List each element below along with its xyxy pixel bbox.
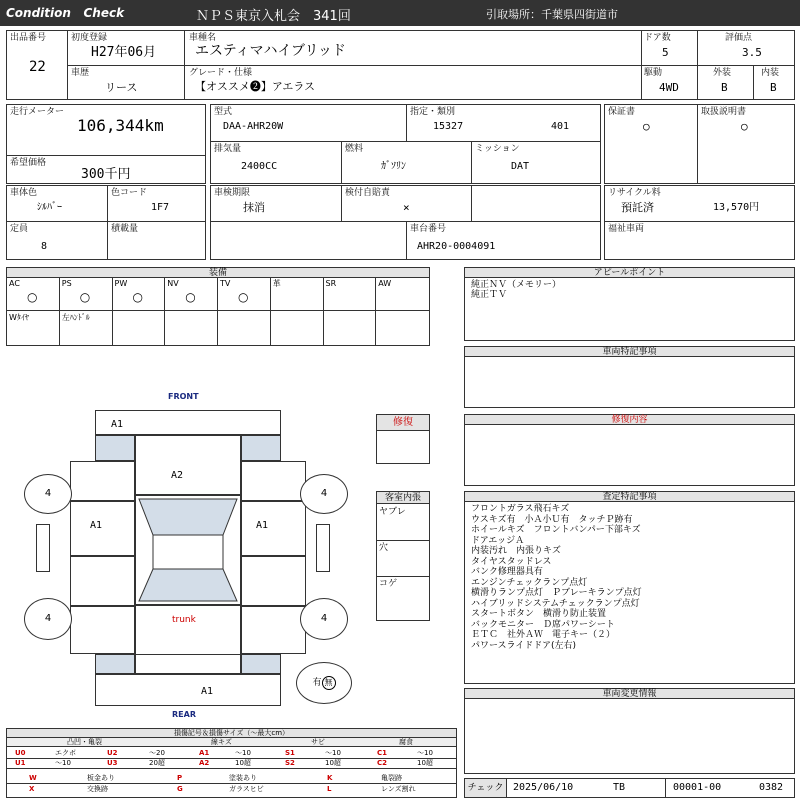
lot-number: 22 [29,59,46,75]
repair-detail-title: 修復内容 [465,415,794,425]
recycle-status: 預託済 [621,201,654,214]
legend-code: S1 [285,749,295,757]
inspection-note-line: バンク修理器具有 [471,567,543,577]
equipment-cell [324,311,377,345]
designation-label: 指定・類別 [410,107,456,117]
equipment-label: TV [220,279,231,288]
legend-code: X [29,785,35,793]
right-door-label: A1 [256,520,269,531]
equipment-cell [271,311,324,345]
price-label: 希望価格 [10,158,47,168]
legend-group: 腐食 [399,738,413,746]
legend-desc: エクボ [55,749,76,757]
appeal-line: 純正ＮＶ（メモリー） [471,280,562,290]
equipment-label: PS [61,279,72,288]
equipment-value: ○ [238,290,249,304]
documents-block [604,104,795,184]
check-num: 0382 [759,782,784,793]
equipment-cell [60,311,113,345]
welfare-label: 福祉車両 [608,224,645,234]
change-info-title: 車両変更情報 [465,689,794,699]
legend-desc: 20超 [149,759,165,767]
int-grade: B [770,81,777,94]
mission-label: ミッション [475,144,520,154]
ext-label: 外装 [713,68,732,78]
legend-desc: ～10 [55,759,71,767]
rear-bumper [95,674,281,706]
top-section [6,30,795,100]
inspection-note-line: パワースライドドア(左右) [471,640,577,651]
inspection-notes-box [464,491,795,684]
equipment-label: NV [167,279,179,288]
mileage-block [6,104,206,184]
appeal-line: 純正ＴＶ [471,290,508,300]
inspection-note-line: ホイールキズ フロントバンパー下部キズ [471,525,641,535]
inspection-note-line: 内装汚れ 内張りキズ [471,546,561,556]
equipment-cell [60,278,113,311]
inspection-note-line: ＥＴＣ 社外ＡＷ 電子キー（２） [471,630,616,640]
drive: 4WD [659,81,679,94]
interior-row: コゲ [379,579,398,589]
mileage: 106,344km [77,116,164,135]
inspection-note-line: バックモニター Ｄ席パワーシート [471,619,615,630]
grade-label: グレード・仕様 [189,68,253,78]
legend-code: A2 [199,759,210,767]
load-label: 積載量 [111,224,139,234]
legend-desc: 板金あり [87,774,115,782]
equipment-value: ○ [185,290,196,304]
equipment-cell [376,278,429,311]
price: 300千円 [81,167,131,182]
header-bar [0,0,800,26]
model-code-label: 型式 [214,107,233,117]
legend-desc: 塗装あり [229,774,257,782]
equipment-cell [271,278,324,311]
repair-title: 修復 [377,415,429,431]
inspection-note-line: ハイブリッドシステムチェックランプ点灯 [471,598,640,609]
manual-label: 取扱説明書 [701,107,747,117]
rear-label: REAR [172,710,196,719]
legend-desc: 10超 [417,759,433,767]
pickup-location: 引取場所：千葉県四街道市 [486,8,618,21]
equipment-label: 革 [272,279,281,288]
inspection-note-line: ウスキズ有 小Ａ小Ｕ有 タッチＰ跡有 [471,514,633,525]
inspection-block [210,185,601,260]
trunk-label: trunk [172,615,196,625]
equipment-cell [218,311,271,345]
legend-title: 損傷記号＆損傷サイズ（～最大cm） [7,729,456,738]
inspection-note-line: 横滑りランプ点灯 Ｐブレーキランプ点灯 [471,588,642,598]
right-front-fender [241,461,306,501]
inspection-note-line: エンジンチェックランプ点灯 [471,577,588,588]
front-right-wheel: 4 [300,474,348,514]
legend-desc: ～10 [417,749,433,757]
equipment-label: AW [378,279,392,288]
interior-box [376,491,430,621]
legend-group: サビ [311,738,325,746]
legend-code: K [327,774,333,782]
color: ｼﾙﾊﾞｰ [37,202,62,213]
equipment-cell [324,278,377,311]
legend-code: P [177,774,183,782]
legend-desc: 交換跡 [87,785,108,793]
equipment-label: PW [114,279,128,288]
right-quarter [241,606,306,654]
left-rear-door [70,556,135,606]
legend-code: U0 [15,749,26,757]
windshield [135,495,241,605]
equipment-label: AC [9,279,20,288]
equipment-cell [165,278,218,311]
hood [135,435,241,495]
model-code: DAA-AHR20W [223,121,284,132]
recycle-block [604,185,795,260]
left-front-door [70,501,135,556]
legend-code: U1 [15,759,26,767]
legend-code: C2 [377,759,388,767]
legend-code: W [29,774,37,782]
score: 3.5 [742,46,762,59]
legend-code: S2 [285,759,295,767]
grade: 【オススメ❷】アエラス [195,80,316,93]
check-date: 2025/06/10 [513,782,574,793]
ext-grade: B [721,81,728,94]
spare-tire [296,662,352,704]
equipment-cell [376,311,429,345]
left-front-fender [70,461,135,501]
repair-box [376,414,430,464]
inspection-note-line: フロントガラス飛石キズ [471,504,570,514]
rear-left-wheel: 4 [24,598,72,640]
legend-desc: ～10 [325,749,341,757]
history-label: 車歴 [71,68,90,78]
insurance-label: 検付自賠責 [345,188,391,198]
equipment-cell [165,311,218,345]
trunk [135,605,241,655]
equipment-value: ○ [132,290,143,304]
displacement-label: 排気量 [214,144,242,154]
capacity: 8 [41,241,48,252]
spec-block [210,104,601,184]
equipment-cell [7,278,60,311]
left-quarter [70,606,135,654]
right-front-door [241,501,306,556]
legend-code: U2 [107,749,118,757]
equipment-label: Wﾀｲﾔ [9,313,29,322]
insurance: × [403,201,410,214]
rear-right-wheel: 4 [300,598,348,640]
check-id: 00001-00 [673,782,722,793]
footer [464,778,795,798]
repair-detail-box [464,414,795,486]
legend-desc: 亀裂跡 [381,774,402,782]
special-notes-title: 車両特記事項 [465,347,794,357]
check-label: チェック [465,779,507,797]
legend-code: L [327,785,332,793]
header-title: Condition Check [6,6,125,20]
color-code-label: 色コード [111,188,148,198]
capacity-label: 定員 [10,224,29,234]
right-rear-door [241,556,306,606]
damage-legend [6,728,457,798]
legend-code: A1 [199,749,210,757]
front-left-wheel: 4 [24,474,72,514]
change-info-box [464,688,795,774]
category: 401 [551,121,570,132]
fuel-label: 燃料 [345,144,364,154]
recycle-label: リサイクル料 [608,188,661,198]
legend-desc: 10超 [235,759,251,767]
doors: 5 [662,46,669,59]
front-label: FRONT [168,392,199,401]
rear-bumper-label: A1 [201,686,214,697]
inspection-label: 車検期限 [214,188,251,198]
chassis-label: 車台番号 [410,224,447,234]
first-reg: H27年06月 [91,45,157,60]
displacement: 2400CC [241,161,278,172]
legend-code: C1 [377,749,388,757]
interior-row: ヤブレ [379,507,406,517]
designation: 15327 [433,121,464,132]
equipment-cell [218,278,271,311]
first-reg-label: 初度登録 [71,33,108,43]
recycle-fee: 13,570円 [713,202,760,213]
equipment-label: SR [325,279,337,288]
inspection-note-line: タイヤスタッドレス [471,556,552,567]
warranty-label: 保証書 [608,107,636,117]
legend-code: U3 [107,759,118,767]
inspection-note-line: ドアエッジＡ [471,535,525,546]
auction-name: ＮＰＳ東京入札会 341回 [196,9,351,24]
lot-label: 出品番号 [10,33,47,43]
legend-desc: ガラスヒビ [229,785,264,793]
car-diagram [0,388,370,728]
spare-mark: 無 [322,676,336,690]
inspection: 抹消 [243,201,265,214]
legend-desc: ～20 [149,749,165,757]
warranty: ○ [643,120,650,133]
check-code: TB [613,782,626,793]
inspection-notes-title: 査定特記事項 [465,492,794,502]
equipment-value: ○ [79,290,91,304]
equipment-title: 装備 [7,268,429,278]
equipment-table [6,267,430,346]
interior-title: 客室内張 [377,492,429,504]
equipment-cell [113,311,166,345]
doors-label: ドア数 [644,33,671,43]
front-bumper-label: A1 [111,419,124,430]
color-block [6,185,206,260]
equipment-label: 左ﾊﾝﾄﾞﾙ [61,313,90,322]
appeal-box [464,267,795,341]
hood-label: A2 [171,470,184,481]
special-notes-box [464,346,795,408]
legend-group: 線キズ [211,738,232,746]
score-label: 評価点 [725,33,753,43]
equipment-value: ○ [27,290,38,304]
drive-label: 駆動 [644,68,663,78]
history: リース [105,81,138,94]
color-label: 車体色 [10,188,38,198]
manual: ○ [741,120,748,133]
chassis: AHR20-0004091 [417,241,496,252]
legend-desc: ～10 [235,749,251,757]
mission: DAT [511,161,530,172]
model-name-label: 車種名 [189,33,217,43]
interior-row: 穴 [379,543,389,553]
color-code: 1F7 [151,202,170,213]
spare-prefix: 有 [312,678,322,688]
inspection-note-line: スタートボタン 横滑り防止装置 [471,609,607,619]
equipment-cell [113,278,166,311]
legend-code: G [177,785,183,793]
left-door-label: A1 [90,520,103,531]
legend-desc: レンズ割れ [381,785,416,793]
model-name: エスティマハイブリッド [195,43,346,59]
int-label: 内装 [761,68,780,78]
appeal-title: アピールポイント [465,268,794,278]
equipment-cell [7,311,60,345]
legend-group: 凸凹・亀裂 [67,738,102,746]
mileage-label: 走行メーター [10,107,65,117]
legend-desc: 10超 [325,759,341,767]
fuel: ｶﾞｿﾘﾝ [381,161,406,172]
